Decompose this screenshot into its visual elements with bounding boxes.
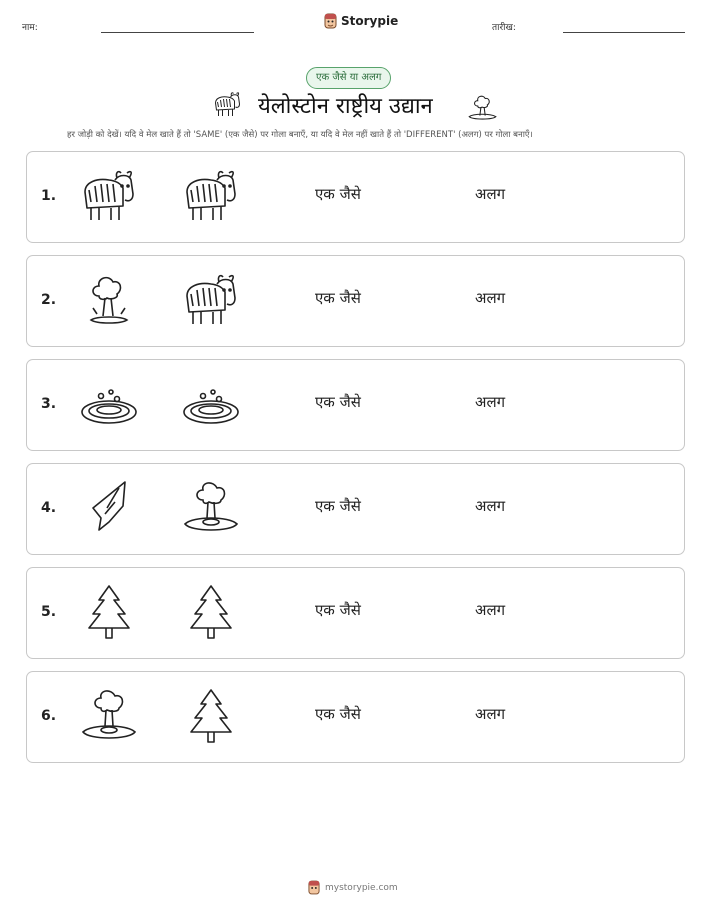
question-row-2 bbox=[26, 255, 685, 347]
page-title: येलोस्टोन राष्ट्रीय उद्यान bbox=[258, 94, 433, 119]
bison-icon bbox=[209, 90, 242, 120]
different-option[interactable]: अलग bbox=[475, 393, 506, 411]
worksheet-type-badge: एक जैसे या अलग bbox=[306, 67, 391, 89]
different-option[interactable]: अलग bbox=[475, 705, 506, 723]
storypie-mascot-icon bbox=[324, 13, 337, 29]
instructions: हर जोड़ी को देखें। यदि वे मेल खाते हैं तो 'SAME' (एक जैसे) पर गोला बनाएँ, या यदि वे मेल नहीं खाते हैं तो 'DIFFERENT' (अलग) पर गोला बनाएँ। bbox=[67, 130, 533, 140]
question-row-4 bbox=[26, 463, 685, 555]
storypie-mascot-icon bbox=[308, 880, 320, 895]
geyser-icon bbox=[466, 90, 498, 122]
arrowhead-icon bbox=[79, 478, 139, 538]
date-field[interactable] bbox=[563, 32, 685, 33]
date-label: तारीख: bbox=[492, 23, 516, 33]
footer-url[interactable]: mystorypie.com bbox=[325, 882, 398, 893]
question-row-1 bbox=[26, 151, 685, 243]
pine-tree-icon bbox=[79, 582, 139, 642]
row-number: 1. bbox=[41, 188, 57, 204]
geyser-crater-icon bbox=[79, 686, 139, 746]
row-number: 3. bbox=[41, 396, 57, 412]
brand-logo bbox=[324, 13, 398, 29]
pine-tree-icon bbox=[181, 582, 241, 642]
footer bbox=[308, 880, 398, 895]
bison-icon bbox=[181, 166, 241, 226]
brand-name: Storypie bbox=[341, 14, 399, 28]
row-number: 4. bbox=[41, 500, 57, 516]
bison-icon bbox=[79, 166, 139, 226]
same-option[interactable]: एक जैसे bbox=[315, 289, 361, 307]
name-label: नाम: bbox=[22, 23, 38, 33]
different-option[interactable]: अलग bbox=[475, 601, 506, 619]
pine-tree-icon bbox=[181, 686, 241, 746]
name-field[interactable] bbox=[101, 32, 254, 33]
row-number: 5. bbox=[41, 604, 57, 620]
hot-spring-icon bbox=[79, 374, 139, 434]
same-option[interactable]: एक जैसे bbox=[315, 497, 361, 515]
same-option[interactable]: एक जैसे bbox=[315, 601, 361, 619]
question-row-3 bbox=[26, 359, 685, 451]
different-option[interactable]: अलग bbox=[475, 185, 506, 203]
same-option[interactable]: एक जैसे bbox=[315, 705, 361, 723]
geyser-icon bbox=[79, 270, 139, 330]
same-option[interactable]: एक जैसे bbox=[315, 393, 361, 411]
row-number: 6. bbox=[41, 708, 57, 724]
bison-icon bbox=[181, 270, 241, 330]
question-row-6 bbox=[26, 671, 685, 763]
geyser-crater-icon bbox=[181, 478, 241, 538]
same-option[interactable]: एक जैसे bbox=[315, 185, 361, 203]
different-option[interactable]: अलग bbox=[475, 289, 506, 307]
different-option[interactable]: अलग bbox=[475, 497, 506, 515]
question-row-5 bbox=[26, 567, 685, 659]
row-number: 2. bbox=[41, 292, 57, 308]
hot-spring-icon bbox=[181, 374, 241, 434]
